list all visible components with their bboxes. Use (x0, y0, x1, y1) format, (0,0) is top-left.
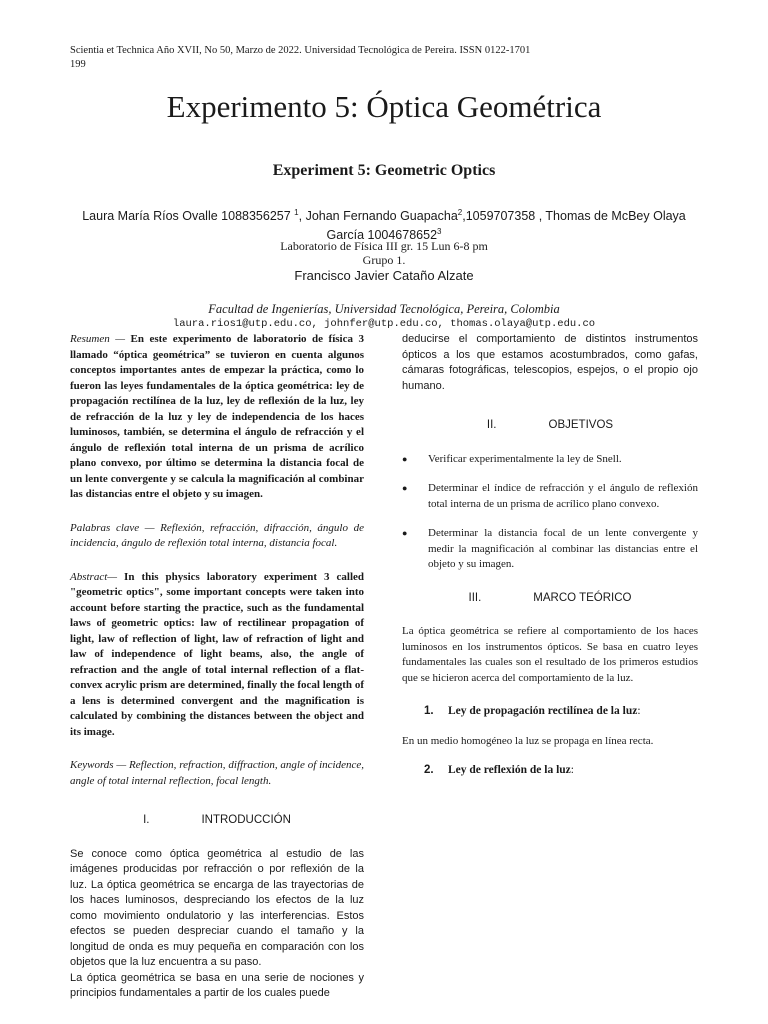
law-number: 2. (424, 764, 434, 776)
palabras-clave-label: Palabras clave — (70, 521, 161, 534)
objective-text: Verificar experimentalmente la ley de Snell. (428, 452, 622, 465)
objective-text: Determinar el índice de refracción y el ángulo de reflexión total interna de un prisma de acrílico plano convexo. (428, 482, 698, 510)
author-affil-mark: 2 (457, 208, 463, 217)
section-number: I. (143, 814, 150, 826)
author-text: ,1059707358 , Thomas de McBey Olaya (462, 209, 686, 224)
section-heading-intro (70, 813, 364, 829)
author-emails: laura.rios1@utp.edu.co, johnfer@utp.edu.co, thomas.olaya@utp.edu.co (172, 318, 596, 330)
section-title: OBJETIVOS (548, 419, 614, 431)
abstract-paragraph (70, 570, 364, 741)
resumen-paragraph (70, 332, 364, 503)
section-number: II. (486, 419, 497, 431)
lab-info: Laboratorio de Física III gr. 15 Lun 6-8 pm (280, 239, 488, 253)
paper-subtitle: Experiment 5: Geometric Optics (272, 162, 496, 179)
objective-text: Determinar la distancia focal de un lente convergente y medir la magnificación al combinar las distancias entre el objeto y su imagen. (428, 527, 698, 570)
abstract-label: Abstract— (70, 570, 118, 583)
right-column (402, 332, 698, 779)
author-text: García 1004678652 (326, 228, 438, 243)
section-heading-marco (402, 591, 698, 607)
resumen-label: Resumen — (70, 333, 125, 345)
author-affil-mark: 3 (437, 227, 442, 237)
paper-title: Experimento 5: Óptica Geométrica (166, 89, 602, 124)
objective-item (402, 481, 698, 512)
law-heading (402, 704, 698, 720)
objective-item (402, 526, 698, 573)
law-colon: : (637, 705, 641, 717)
left-column (70, 332, 364, 1002)
keywords-text: Reflection, refraction, diffraction, angle of incidence, angle of total internal reflection, focal length. (70, 759, 364, 787)
keywords-label: Keywords — (70, 759, 130, 771)
section-title: INTRODUCCIÓN (201, 814, 291, 826)
intro-continuation: deducirse el comportamiento de distintos instrumentos ópticos a los que estamos acostumbrados, como gafas, cámaras fotográficas, telescopios, espejos, o el propio ojo humano. (402, 333, 698, 392)
author-list (70, 205, 698, 243)
author-text: , Johan Fernando Guapacha (298, 209, 458, 224)
affiliation: Facultad de Ingenierías, Universidad Tecnológica, Pereira, Colombia (208, 302, 560, 316)
law-number: 1. (424, 705, 434, 717)
author-text: Laura María Ríos Ovalle 1088356257 (82, 209, 295, 224)
abstract-text: In this physics laboratory experiment 3 called "geometric optics", some important concepts were taken into account before starting the practice, such as the fundamental laws of geometric optics: law of rectilinear propagation of light, law of reflection of light, law of refraction of light and law of independence of light beams, also, the angle of refraction and the angle of total internal reflection of a flat-convex acrylic prism are determined, finally the focal length of a lens is determined convergent and the magnification is calculated by combining the distances between the object and its image. (70, 570, 364, 738)
journal-header (70, 44, 530, 72)
objective-item (402, 452, 698, 468)
law-text: En un medio homogéneo la luz se propaga en línea recta. (402, 734, 654, 747)
section-heading-objetivos (402, 418, 698, 434)
palabras-clave-text: Reflexión, refracción, difracción, ángulo de incidencia, ángulo de reflexión total interna, distancia focal. (70, 521, 364, 549)
section-title: MARCO TEÓRICO (533, 591, 632, 604)
bullet-icon: ● (402, 483, 408, 493)
intro-paragraph: Se conoce como óptica geométrica al estudio de las imágenes producidas por refracción o por reflexión de la luz. La óptica geométrica se encarga de las trayectorias de los haces luminosos, despreciando los efectos de la luz como movimiento ondulatorio y las interferencias. Estos efectos se pueden despreciar cuando el tamaño y la longitud de onda es muy pequeña en comparación con los objetos que la luz encuentra a su paso. (70, 847, 364, 968)
law-title: Ley de propagación rectilínea de la luz (448, 705, 638, 717)
intro-paragraph: La óptica geométrica se basa en una serie de nociones y principios fundamentales a partir de los cuales puede (70, 971, 364, 999)
keywords-paragraph (70, 758, 364, 789)
palabras-clave-paragraph (70, 521, 364, 552)
law-title: Ley de reflexión de la luz (448, 764, 571, 776)
section-number: III. (468, 591, 482, 604)
group-info: Grupo 1. (362, 253, 406, 267)
professor-name: Francisco Javier Cataño Alzate (294, 268, 474, 283)
marco-paragraph: La óptica geométrica se refiere al comportamiento de los haces luminosos en los instrumentos ópticos. Se basa en cuatro leyes fundamentales las cuales son el resultado de los primeros estudios que se hicieron acerca del comportamiento de la luz. (402, 625, 698, 684)
law-heading (402, 763, 698, 779)
page-number: 199 (70, 59, 86, 70)
journal-citation: Scientia et Technica Año XVII, No 50, Marzo de 2022. Universidad Tecnológica de Pereira. ISSN 0122-1701 (70, 45, 531, 56)
author-affil-mark: 1 (294, 208, 299, 217)
bullet-icon: ● (402, 453, 408, 464)
law-colon: : (570, 764, 574, 776)
bullet-icon: ● (402, 528, 408, 538)
resumen-text: En este experimento de laboratorio de física 3 llamado “óptica geométrica” se tuvieron en cuenta algunos conceptos importantes antes de empezar la práctica, como lo fueron las leyes fundamentales de la óptica geométrica: ley de propagación rectilínea de la luz, ley de reflexión de la luz, ley de refracción de la luz y ley de independencia de los haces luminosos, también, se determina el ángulo de refracción y el ángulo de reflexión total interna de un prisma de acrílico plano convexo, por último se determina la distancia focal de un lente convergente y se calcula la magnificación al combinar las distancias entre el objeto y su imagen. (70, 333, 364, 500)
